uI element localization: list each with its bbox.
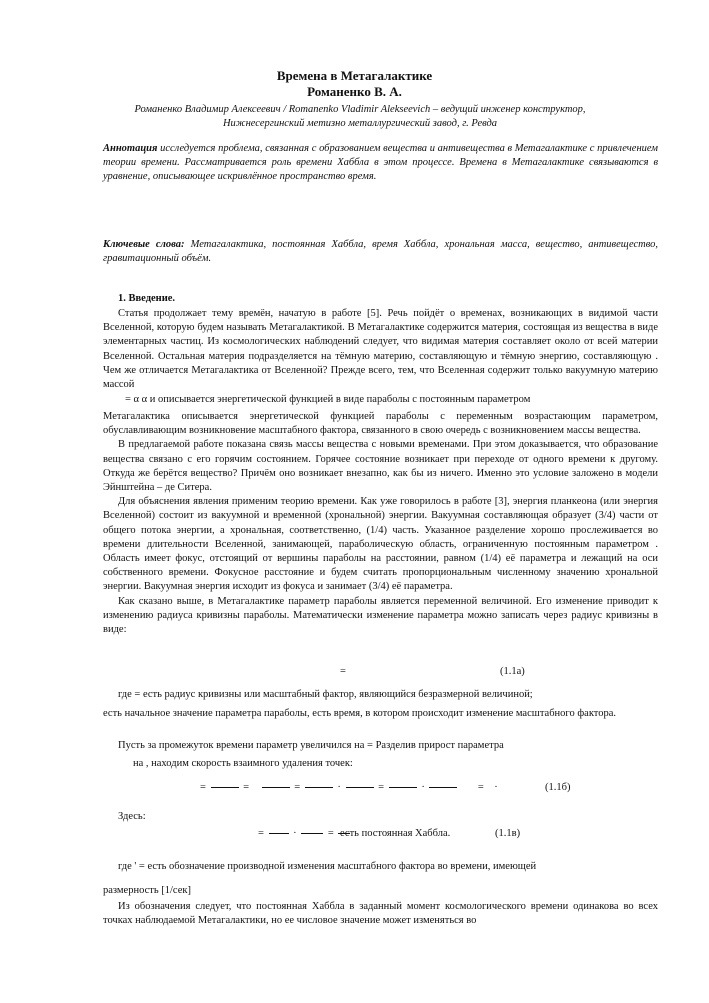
paragraph-5: Как сказано выше, в Метагалактике параметр параболы является переменной величиной. Его изменение приводит к изменению радиуса кривизны параболы. Математически изменение параметра можно записать через радиус кривизны в виде: — [103, 595, 658, 636]
paragraph-6: Пусть за промежуток времени параметр увеличился на = Разделив прирост параметра — [118, 740, 504, 751]
equation-1-1b-body: = = = · = · = · — [200, 782, 498, 793]
paragraph-1: Статья продолжает тему времён, начатую в работе [5]. Речь пойдёт о временах, возникающих в видимой части Вселенной, которую будем называть Метагалактикой. В Метагалактике содержится материя, состоящая из вещества в виде элементарных частиц. Из космологических наблюдений следует, что видимая материя составляет около от всей материи Вселенной. Остальная материя подразделяется на тёмную материю, составляющую и тёмную энергию, составляющую . Чем же отличается Метагалактика от Вселенной? Прежде всего, тем, что Вселенная содержит только вакуумную материю массой — [103, 308, 658, 391]
paragraph-6b: на , находим скорость взаимного удаления точек: — [133, 758, 353, 769]
equation-1-1b-number: (1.1б) — [545, 782, 571, 793]
paper-title: Времена в Метагалактике — [276, 68, 433, 83]
body-block-2 — [103, 410, 658, 637]
dimension-line: размерность [1/сек] — [103, 885, 191, 896]
abstract — [103, 142, 658, 184]
keywords-label: Ключевые слова: — [103, 239, 185, 250]
where-line-2: где ' = есть обозначение производной изменения масштабного фактора во времени, имеющей — [118, 861, 537, 872]
where-line-1: где = есть радиус кривизны или масштабный фактор, являющийся безразмерной величиной; — [118, 689, 533, 700]
where-line-1b: есть начальное значение параметра параболы, есть время, в котором происходит изменение масштабного фактора. — [103, 708, 617, 719]
body-block-3 — [103, 900, 658, 928]
author-name: Романенко В. А. — [307, 84, 402, 99]
here-label: Здесь: — [118, 811, 146, 822]
keywords-text: Метагалактика, постоянная Хаббла, время Хаббла, хрональная масса, вещество, антивещество, гравитационный объём. — [103, 239, 659, 264]
paragraph-1b: = α α и описывается энергетической функцией в виде параболы с постоянным параметром — [125, 394, 531, 405]
keywords — [103, 238, 658, 266]
equation-1-1a-sign: = — [340, 666, 346, 677]
paragraph-3: В предлагаемой работе показана связь массы вещества с новыми временами. При этом доказывается, что образование вещества связано с его горячим состоянием. Горячее состояние возникает при переходе от одного времени к другому. Откуда же берётся вещество? Причём оно возникает внезапно, как бы из ничего. Именно это условие заложено в модели Эйнштейна – де Ситера. — [103, 439, 658, 494]
paragraph-7: Из обозначения следует, что постоянная Хаббла в заданный момент космологического времени одинакова во всех точках наблюдаемой Метагалактики, но ее числовое значение может изменяться во — [103, 901, 658, 927]
body-block-1 — [103, 307, 658, 392]
equation-1-1v-text: есть постоянная Хаббла. — [340, 828, 451, 839]
section-heading: 1. Введение. — [118, 293, 176, 304]
paragraph-2: Метагалактика описывается энергетической функцией параболы с переменным возрастающим параметром, обуславливающим возникновение масштабного фактора, связанного в свою очередь с возникновением массы вещества. — [103, 411, 658, 437]
equation-1-1v-number: (1.1в) — [495, 828, 521, 839]
equation-1-1a-number: (1.1а) — [500, 666, 525, 677]
paragraph-4: Для объяснения явления применим теорию времени. Как уже говорилось в работе [3], энергия планкеона (или энергия Вселенной) состоит из вакуумной и временной (хрональной) энергии. Вакуумная составляющая образует (3/4) части от общего потока энергии, а хрональная, соответственно, (1/4) часть. Указанное разделение хорошо прослеживается во времени длительности Вселенной, занимающей, параболическую область, ограниченную постоянным параметром . Область имеет фокус, отстоящий от вершины параболы на расстоянии, равном (1/4) её параметра и лежащий на оси собственного времени. Фокусное расстояние и будем считать пропорциональным численному значению хрональной энергии. Вакуумная энергия исходит из фокуса и занимает (3/4) её параметра. — [103, 496, 658, 593]
abstract-label: Аннотация — [103, 143, 158, 154]
abstract-text: исследуется проблема, связанная с образованием вещества и антивещества в Метагалактике с привлечением теории времени. Рассматривается роль времени Хаббла в этом процессе. Времена в Метагалактике связываются в уравнение, описывающее искривлённое пространство время. — [103, 143, 658, 182]
author-affiliation: Романенко Владимир Алексеевич / Romanenko Vladimir Alekseevich – ведущий инженер конструктор, Нижнесергинский метизно металлургический завод, г. Ревда — [134, 104, 586, 129]
equation-1-1v-body: = · = — [258, 828, 352, 839]
